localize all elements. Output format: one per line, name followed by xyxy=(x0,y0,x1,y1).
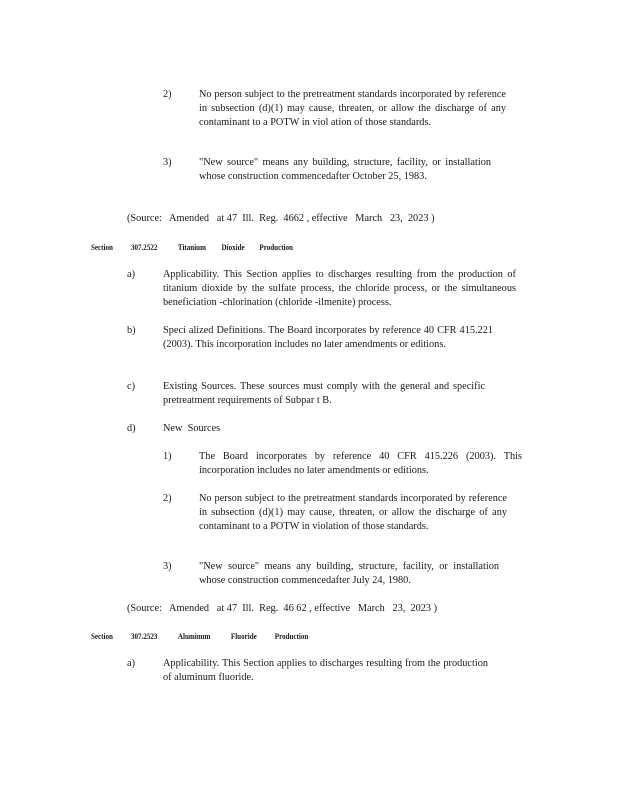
section-heading xyxy=(91,241,293,253)
section-number: 307.2523 xyxy=(130,631,158,641)
section-number: 307.2522 xyxy=(130,242,158,252)
subsection-label: c) xyxy=(127,381,135,392)
section-title-word: Aluminum xyxy=(177,631,211,641)
section-word: Section xyxy=(91,242,113,252)
paragraph-text: No person subject to the pretreatment standards incorporated by reference in subsection (d)(1) may cause, threaten, or allow the discharge of any contaminant to a POTW in violation of those standards. xyxy=(199,493,507,532)
paragraph-text: "New source" means any building, structure, facility, or installation whose construction commencedafter October 25, 1983. xyxy=(199,157,491,182)
paragraph-text: No person subject to the pretreatment standards incorporated by reference in subsection (d)(1) may cause, threaten, or allow the discharge of any contaminant to a POTW in viol ation of those standards. xyxy=(199,89,506,128)
paragraph-text: Applicability. This Section applies to discharges resulting from the production of titanium dioxide by the sulfate process, the chloride process, or the simultaneous beneficiation -chlorination (chloride -ilmenite) process. xyxy=(163,269,516,308)
paragraph-text: Speci alized Definitions. The Board incorporates by reference 40 CFR 415.221 (2003). This incorporation includes no later amendments or editions. xyxy=(163,325,493,350)
section-title-word: Fluoride xyxy=(230,631,257,641)
section-title-word: Dioxide xyxy=(221,242,245,252)
paragraph-text: Existing Sources. These sources must comply with the general and specific pretreatment requirements of Subpar t B. xyxy=(163,381,485,406)
subsection-label: d) xyxy=(127,423,136,434)
paragraph-text: New Sources xyxy=(163,423,221,434)
item-label: 3) xyxy=(163,561,172,572)
subsection-label: a) xyxy=(127,658,135,669)
section-title-word: Production xyxy=(259,242,293,252)
section-word: Section xyxy=(91,631,113,641)
source-note: (Source: Amended at 47 Ill. Reg. 46 62 , effective March 23, 2023 ) xyxy=(127,603,438,614)
subsection-label: b) xyxy=(127,325,136,336)
section-heading xyxy=(91,630,308,642)
item-label: 3) xyxy=(163,157,172,168)
subsection-label: a) xyxy=(127,269,135,280)
paragraph-text: The Board incorporates by reference 40 CFR 415.226 (2003). This incorporation includes no later amendments or editions. xyxy=(199,451,522,476)
item-label: 2) xyxy=(163,89,172,100)
source-note: (Source: Amended at 47 Ill. Reg. 4662 , effective March 23, 2023 ) xyxy=(127,213,435,224)
paragraph-text: Applicability. This Section applies to discharges resulting from the production of aluminum fluoride. xyxy=(163,658,488,683)
section-title-word: Titanium xyxy=(177,242,206,252)
paragraph-text: "New source" means any building, structure, facility, or installation whose construction commencedafter July 24, 1980. xyxy=(199,561,499,586)
section-title-word: Production xyxy=(274,631,309,641)
item-label: 1) xyxy=(163,451,172,462)
item-label: 2) xyxy=(163,493,172,504)
